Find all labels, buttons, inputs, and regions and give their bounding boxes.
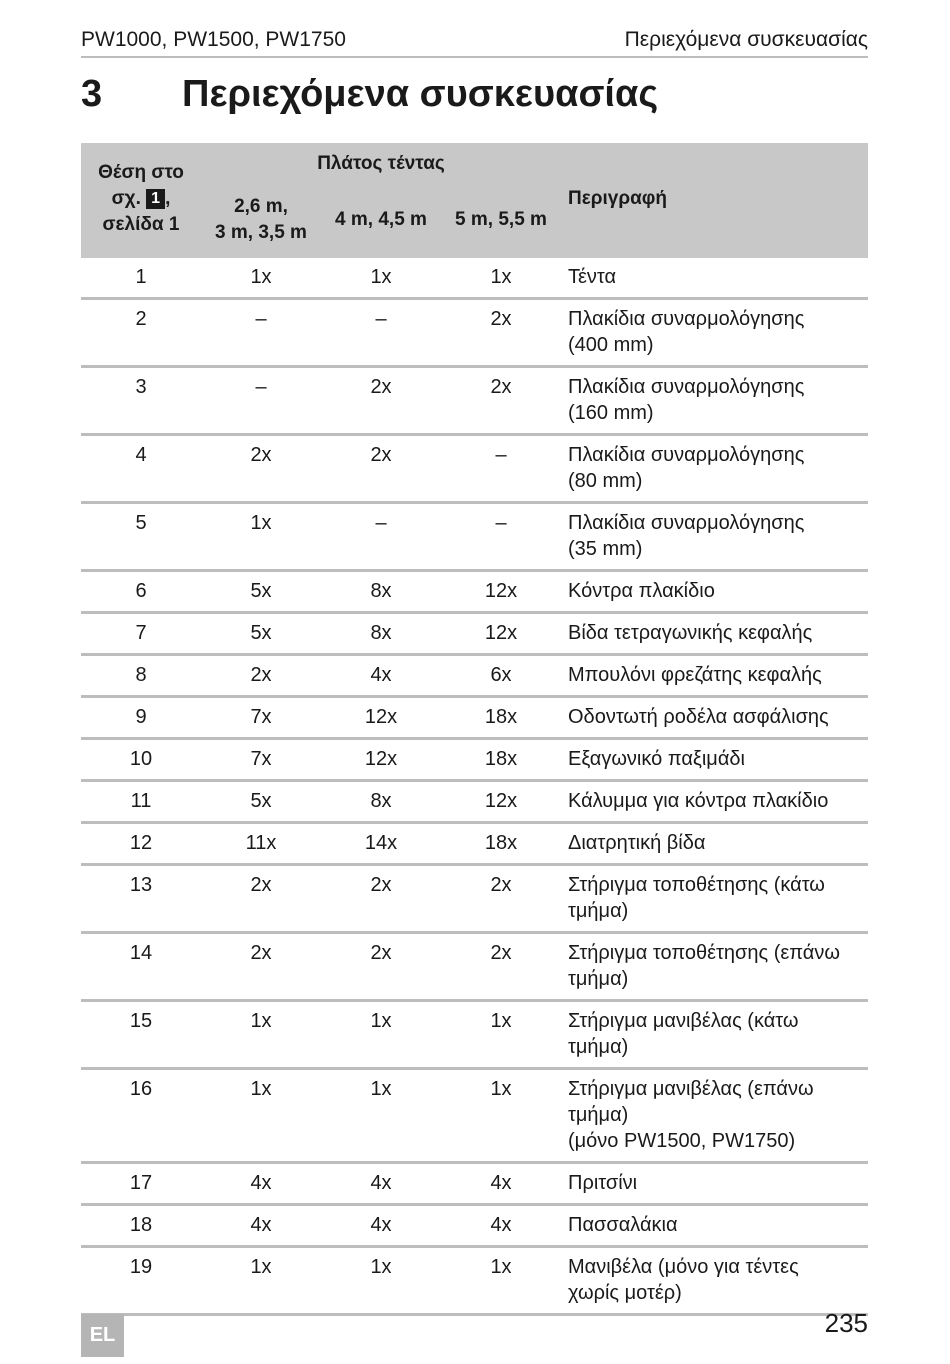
cell-position: 10 [129, 748, 153, 770]
cell-width-2: 14x [364, 832, 398, 854]
cell-width-2: 8x [370, 580, 392, 602]
cell-description [561, 1164, 868, 1203]
cell-width-3: 2x [490, 874, 512, 896]
cell-width-1: 2x [250, 664, 272, 686]
description-line: Στήριγμα τοποθέτησης (κάτω [568, 874, 825, 896]
cell-position: 4 [135, 444, 147, 466]
cell-width-3: 18x [484, 748, 518, 770]
cell-position: 2 [135, 308, 147, 330]
description-line: Μπουλόνι φρεζάτης κεφαλής [568, 664, 822, 686]
cell-width-2: 12x [364, 748, 398, 770]
description-line: Πλακίδια συναρμολόγησης [568, 444, 805, 466]
cell-width-1: 5x [250, 790, 272, 812]
description-line: Πασσαλάκια [568, 1214, 678, 1236]
contents-table [81, 143, 868, 1316]
cell-width-3: 1x [490, 1256, 512, 1278]
description-line: (35 mm) [568, 538, 643, 560]
cell-width-3: 12x [484, 580, 518, 602]
cell-width-2: 4x [370, 1214, 392, 1236]
description-line: (80 mm) [568, 470, 643, 492]
header-position [81, 160, 201, 238]
cell-width-3: 18x [484, 832, 518, 854]
header-section: Περιεχόμενα συσκευασίας [624, 28, 868, 51]
table-row [81, 368, 868, 436]
table-row [81, 1164, 868, 1206]
cell-position: 12 [129, 832, 153, 854]
header-width-3: 5 m, 5,5 m [455, 209, 547, 230]
header-position-comma: , [165, 188, 171, 209]
description-line: Πλακίδια συναρμολόγησης [568, 512, 805, 534]
cell-width-3: 1x [490, 266, 512, 288]
cell-width-1: 2x [250, 444, 272, 466]
table-row [81, 504, 868, 572]
cell-width-3: 1x [490, 1078, 512, 1100]
table-header [81, 143, 868, 258]
cell-width-3: – [495, 444, 507, 466]
table-row [81, 1206, 868, 1248]
cell-width-2: 2x [370, 942, 392, 964]
cell-position: 3 [135, 376, 147, 398]
cell-width-1: 1x [250, 1078, 272, 1100]
cell-width-1: 5x [250, 580, 272, 602]
cell-description [561, 300, 868, 365]
chapter-number: 3 [81, 73, 103, 115]
cell-width-3: 4x [490, 1214, 512, 1236]
cell-width-1: 5x [250, 622, 272, 644]
cell-width-2: 2x [370, 874, 392, 896]
cell-description [561, 504, 868, 569]
cell-description [561, 1070, 868, 1161]
description-line: Οδοντωτή ροδέλα ασφάλισης [568, 706, 829, 728]
cell-width-2: 4x [370, 1172, 392, 1194]
description-line: Βίδα τετραγωνικής κεφαλής [568, 622, 813, 644]
description-line: τμήμα) [568, 1104, 629, 1126]
header-description: Περιγραφή [568, 188, 667, 209]
cell-description [561, 656, 868, 695]
cell-width-3: 18x [484, 706, 518, 728]
description-line: Στήριγμα τοποθέτησης (επάνω [568, 942, 840, 964]
cell-width-3: 12x [484, 622, 518, 644]
cell-width-2: 1x [370, 1078, 392, 1100]
cell-position: 18 [129, 1214, 153, 1236]
cell-position: 15 [129, 1010, 153, 1032]
header-position-line2: σχ. [111, 188, 141, 209]
description-line: (400 mm) [568, 334, 654, 356]
cell-width-3: – [495, 512, 507, 534]
cell-description [561, 698, 868, 737]
table-row [81, 698, 868, 740]
cell-description [561, 740, 868, 779]
language-badge: EL [81, 1314, 124, 1357]
cell-description [561, 782, 868, 821]
cell-width-3: 1x [490, 1010, 512, 1032]
cell-position: 16 [129, 1078, 153, 1100]
figure-ref-badge: 1 [146, 189, 165, 209]
cell-width-2: – [375, 308, 387, 330]
table-row [81, 782, 868, 824]
cell-position: 13 [129, 874, 153, 896]
running-header [81, 26, 868, 58]
header-position-line3: σελίδα 1 [102, 214, 180, 235]
cell-description [561, 866, 868, 931]
cell-width-2: 2x [370, 376, 392, 398]
table-row [81, 1070, 868, 1164]
cell-width-2: 1x [370, 1010, 392, 1032]
description-line: Μανιβέλα (μόνο για τέντες [568, 1256, 799, 1278]
cell-width-1: – [255, 376, 267, 398]
cell-position: 19 [129, 1256, 153, 1278]
table-row [81, 258, 868, 300]
table-row [81, 656, 868, 698]
description-line: Στήριγμα μανιβέλας (επάνω [568, 1078, 814, 1100]
table-row [81, 572, 868, 614]
cell-width-1: 2x [250, 942, 272, 964]
description-line: τμήμα) [568, 968, 629, 990]
description-line: Κόντρα πλακίδιο [568, 580, 715, 602]
cell-description [561, 258, 868, 297]
table-row [81, 1248, 868, 1316]
description-line: Πλακίδια συναρμολόγησης [568, 376, 805, 398]
cell-width-2: 2x [370, 444, 392, 466]
description-line: Τέντα [568, 266, 617, 288]
header-width-1-line2: 3 m, 3,5 m [215, 222, 307, 243]
cell-description [561, 436, 868, 501]
cell-width-2: 8x [370, 622, 392, 644]
description-line: χωρίς μοτέρ) [568, 1282, 682, 1304]
cell-description [561, 1206, 868, 1245]
cell-position: 7 [135, 622, 147, 644]
cell-position: 11 [130, 790, 152, 812]
cell-description [561, 572, 868, 611]
cell-description [561, 1002, 868, 1067]
cell-position: 6 [135, 580, 147, 602]
cell-width-1: 4x [250, 1214, 272, 1236]
header-width-1 [201, 194, 321, 246]
header-awning-width: Πλάτος τέντας [317, 153, 445, 174]
header-width-1-line1: 2,6 m, [234, 196, 288, 217]
cell-width-1: 7x [250, 748, 272, 770]
cell-width-2: 1x [370, 1256, 392, 1278]
cell-position: 1 [135, 266, 147, 288]
cell-position: 5 [135, 512, 147, 534]
cell-width-2: – [375, 512, 387, 534]
cell-width-1: 1x [250, 1010, 272, 1032]
cell-position: 17 [129, 1172, 153, 1194]
chapter-title: Περιεχόμενα συσκευασίας [182, 73, 659, 115]
header-width-2: 4 m, 4,5 m [335, 209, 427, 230]
cell-width-2: 12x [364, 706, 398, 728]
table-row [81, 934, 868, 1002]
description-line: Εξαγωνικό παξιμάδι [568, 748, 745, 770]
description-line: Στήριγμα μανιβέλας (κάτω [568, 1010, 799, 1032]
cell-width-2: 8x [370, 790, 392, 812]
header-models: PW1000, PW1500, PW1750 [81, 28, 346, 51]
description-line: Πλακίδια συναρμολόγησης [568, 308, 805, 330]
table-row [81, 614, 868, 656]
header-position-line1: Θέση στο [98, 162, 184, 183]
table-body [81, 258, 868, 1316]
cell-width-1: 1x [250, 266, 272, 288]
description-line: (160 mm) [568, 402, 654, 424]
table-row [81, 866, 868, 934]
cell-description [561, 1248, 868, 1313]
cell-width-2: 1x [370, 266, 392, 288]
cell-description [561, 934, 868, 999]
table-row [81, 300, 868, 368]
description-line: Πριτσίνι [568, 1172, 638, 1194]
description-line: τμήμα) [568, 1036, 629, 1058]
cell-description [561, 824, 868, 863]
cell-width-1: 2x [250, 874, 272, 896]
description-line: Διατρητική βίδα [568, 832, 706, 854]
cell-description [561, 614, 868, 653]
cell-width-1: 1x [250, 1256, 272, 1278]
description-line: (μόνο PW1500, PW1750) [568, 1130, 796, 1152]
cell-description [561, 368, 868, 433]
cell-width-3: 12x [484, 790, 518, 812]
description-line: τμήμα) [568, 900, 629, 922]
table-row [81, 740, 868, 782]
cell-width-1: 4x [250, 1172, 272, 1194]
cell-width-3: 2x [490, 308, 512, 330]
cell-width-1: 11x [245, 832, 277, 854]
table-row [81, 824, 868, 866]
description-line: Κάλυμμα για κόντρα πλακίδιο [568, 790, 829, 812]
cell-width-1: 7x [250, 706, 272, 728]
cell-width-3: 2x [490, 942, 512, 964]
cell-width-3: 2x [490, 376, 512, 398]
cell-position: 8 [135, 664, 147, 686]
cell-position: 9 [135, 706, 147, 728]
cell-width-1: – [255, 308, 267, 330]
cell-width-2: 4x [370, 664, 392, 686]
page-number: 235 [824, 1308, 868, 1338]
cell-width-3: 4x [490, 1172, 512, 1194]
cell-width-1: 1x [250, 512, 272, 534]
cell-position: 14 [129, 942, 153, 964]
table-row [81, 1002, 868, 1070]
cell-width-3: 6x [490, 664, 512, 686]
table-row [81, 436, 868, 504]
